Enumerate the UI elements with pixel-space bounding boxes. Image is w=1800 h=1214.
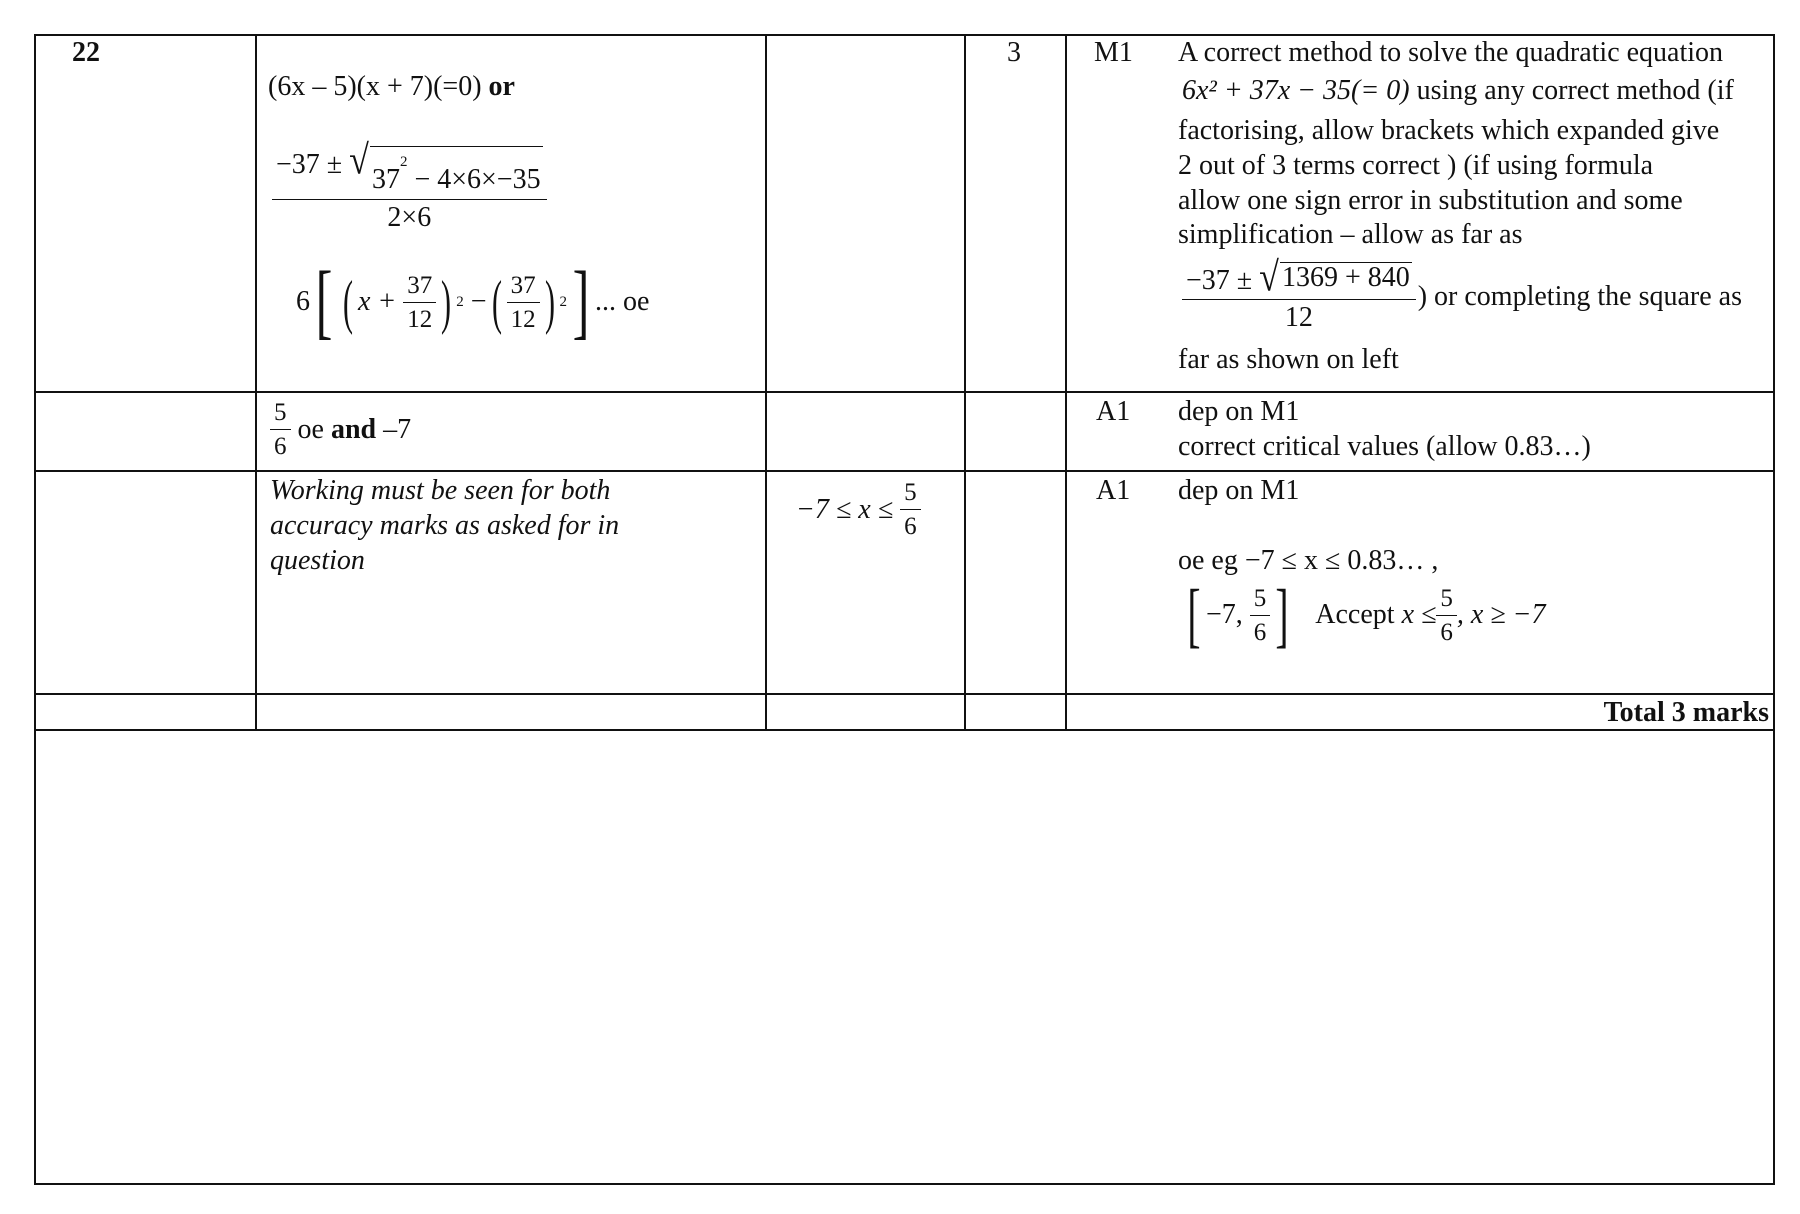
row2-guidance-line-1: dep on M1 (1178, 396, 1300, 427)
guidance-line-4: 2 out of 3 terms correct ) (if using formula (1178, 150, 1654, 181)
working-completing-square: 6 [ ( x + $\frac{37}{12}$ ) 2 − ( $\frac{37}{12}$ ) 2 ] ... oe (296, 255, 650, 348)
working-note-line-3: question (270, 545, 365, 576)
working-factorise: (6x – 5)(x + 7)(=0) or (268, 71, 515, 102)
cts-fraction-1: $\frac{37}{12}$ (403, 273, 436, 332)
mark-code-a1-first: A1 (1096, 396, 1131, 427)
formula-fraction: −37 ± √ $37^2 - 4\times 6\times-35$ 2×6 (272, 146, 547, 232)
row-divider-3 (34, 693, 1775, 695)
accepted-forms: [ −7, $\frac{5}{6}$ ] Accept x ≤ $\frac{5}{6}$ , x ≥ −7 (1187, 575, 1546, 655)
col-divider-2 (765, 34, 767, 730)
sqrt-sign: √ $37^2 - 4\times 6\times-35$ (349, 136, 541, 195)
guidance-line-5: allow one sign error in substitution and some (1178, 185, 1683, 216)
working-note-line-2: accuracy marks as asked for in (270, 510, 620, 541)
cts-fraction-2: $\frac{37}{12}$ (507, 273, 540, 332)
guidance-line-6: simplification – allow as far as (1178, 219, 1523, 250)
row-divider-2 (34, 470, 1775, 472)
mark-code-a1-second: A1 (1096, 475, 1131, 506)
guidance-line-3: factorising, allow brackets which expanded give (1178, 115, 1720, 146)
row-divider-4 (34, 729, 1775, 731)
working-formula (272, 136, 547, 233)
guidance-fraction: −37 ± √ 1369 + 840 12 (1182, 262, 1416, 332)
guidance-line-8: far as shown on left (1178, 344, 1399, 375)
final-answer: −7 ≤ x ≤ $\frac{5}{6}$ (796, 480, 921, 539)
col-divider-1 (255, 34, 257, 730)
guidance-line-2: 6x² + 37x − 35(= 0) using any correct method (if (1182, 75, 1734, 106)
working-note-line-1: Working must be seen for both (270, 475, 611, 506)
col-divider-3 (964, 34, 966, 730)
row-divider-1 (34, 391, 1775, 393)
col-divider-4 (1065, 34, 1067, 730)
row3-guidance-line-2: oe eg −7 ≤ x ≤ 0.83… , (1178, 545, 1439, 576)
marks-total: 3 (1007, 37, 1021, 68)
row3-guidance-line-1: dep on M1 (1178, 475, 1300, 506)
guidance-formula: −37 ± √ 1369 + 840 12 ) or completing the square as (1182, 262, 1742, 332)
total-marks: Total 3 marks (1603, 697, 1769, 728)
row2-guidance-line-2: correct critical values (allow 0.83…) (1178, 431, 1591, 462)
guidance-line-1: A correct method to solve the quadratic equation (1178, 37, 1724, 68)
question-number: 22 (72, 37, 100, 68)
critical-values: $\frac{5}{6}$ oe and –7 (270, 400, 411, 459)
mark-code-m1: M1 (1094, 37, 1133, 68)
